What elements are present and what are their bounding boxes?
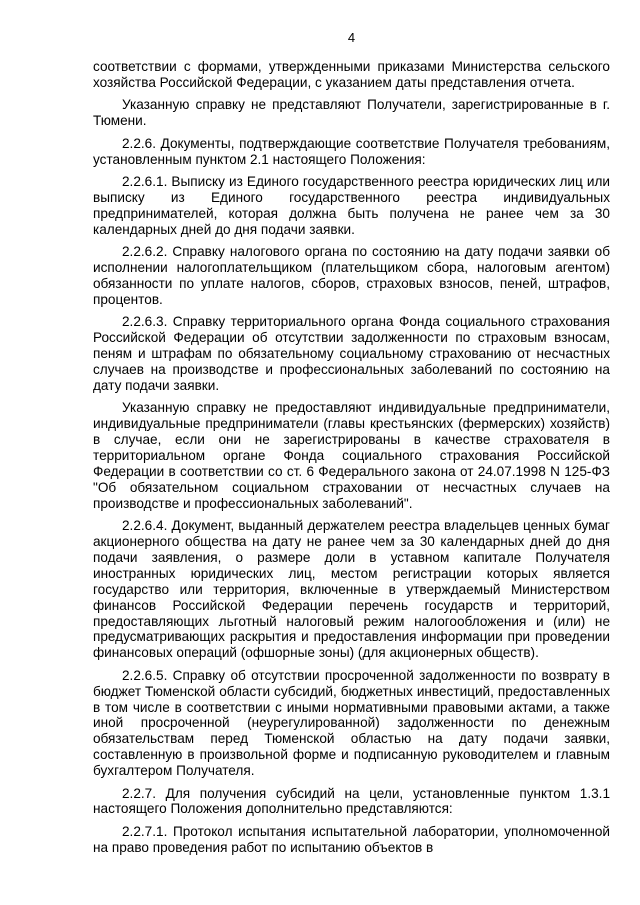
paragraph-2-2-6-3: 2.2.6.3. Справку территориального органа Фонда социального страхования Российской Федерации об отсутствии задолженности по страховым взносам, пеням и штрафам по обязательному социальному страхованию от несчастных случаев на производстве и профессиональных заболеваний по состоянию на дату подачи заявки. xyxy=(93,314,610,393)
paragraph-2-2-6-5: 2.2.6.5. Справку об отсутствии просроченной задолженности по возврату в бюджет Тюменской области субсидий, бюджетных инвестиций, предоставленных в том числе в соответствии с иными нормативными правовыми актами, а также иной просроченной (неурегулированной) задолженности по денежным обязательствам перед Тюменской областью на дату подачи заявки, составленную в произвольной форме и подписанную руководителем и главным бухгалтером Получателя. xyxy=(93,667,610,779)
paragraph-2-2-6-2: 2.2.6.2. Справку налогового органа по состоянию на дату подачи заявки об исполнении налогоплательщиком (плательщиком сбора, налоговым агентом) обязанности по уплате налогов, сборов, страховых взносов, пеней, штрафов, процентов. xyxy=(93,244,610,307)
paragraph-2-2-6-1: 2.2.6.1. Выписку из Единого государственного реестра юридических лиц или выписку из Единого государственного реестра индивидуальных предпринимателей, которая должна быть получена не ранее чем за 30 календарных дней до дня подачи заявки. xyxy=(93,173,610,237)
page-number: 4 xyxy=(347,30,356,45)
paragraph-tyumen-exemption: Указанную справку не представляют Получатели, зарегистрированные в г. Тюмени. xyxy=(93,97,610,129)
paragraph-2-2-6-4: 2.2.6.4. Документ, выданный держателем реестра владельцев ценных бумаг акционерного общества на дату не ранее чем за 30 календарных дней до дня подачи заявления, о размере доли в уставном капитале Получателя иностранных юридических лиц, местом регистрации которых является государство или территория, включенные в утверждаемый Министерством финансов Российской Федерации перечень государств и территорий, предоставляющих льготный налоговый режим налогообложения и (или) не предусматривающих раскрытия и предоставления информации при проведении финансовых операций (офшорные зоны) (для акционерных обществ). xyxy=(93,518,610,661)
paragraph-2-2-7-1: 2.2.7.1. Протокол испытания испытательной лаборатории, уполномоченной на право проведения работ по испытанию объектов в xyxy=(93,823,610,855)
paragraph-continuation: соответствии с формами, утвержденными приказами Министерства сельского хозяйства Российской Федерации, с указанием даты представления отчета. xyxy=(93,59,610,90)
paragraph-2-2-6: 2.2.6. Документы, подтверждающие соответствие Получателя требованиям, установленным пунктом 2.1 настоящего Положения: xyxy=(93,135,610,167)
paragraph-entrepreneur-exemption: Указанную справку не предоставляют индивидуальные предприниматели, индивидуальные предприниматели (главы крестьянских (фермерских) хозяйств) в случае, если они не зарегистрированы в качестве страхователя в территориальном органе Фонда социального страхования Российской Федерации в соответствии со ст. 6 Федерального закона от 24.07.1998 N 125-ФЗ "Об обязательном социальном страховании от несчастных случаев на производстве и профессиональных заболеваний". xyxy=(93,400,610,511)
paragraph-2-2-7: 2.2.7. Для получения субсидий на цели, установленные пунктом 1.3.1 настоящего Положения дополнительно представляются: xyxy=(93,785,610,817)
document-body xyxy=(93,59,610,856)
